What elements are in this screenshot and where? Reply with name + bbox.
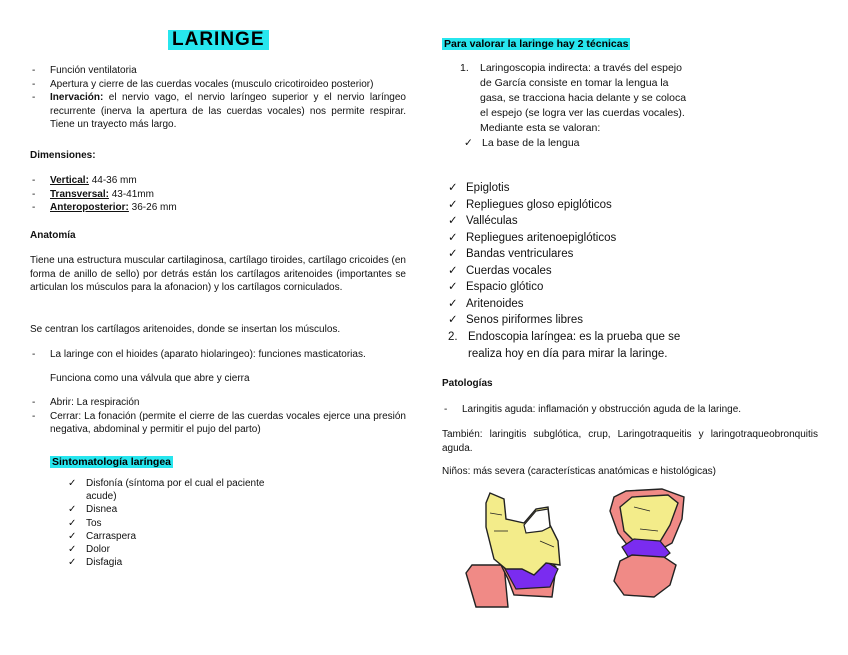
technique-2-number: 2. — [448, 331, 458, 343]
anatomy-list-1 — [30, 348, 406, 362]
pathologies-also: También: laringitis subglótica, crup, Laringotraqueitis y laringotraqueobronquitis aguda. — [442, 429, 818, 454]
list-item: ✓ Dolor — [64, 543, 279, 556]
technique-1-first — [460, 136, 692, 151]
list-item: - Vertical: 44-36 mm — [30, 174, 406, 188]
list-item: - Cerrar: La fonación (permite el cierre de las cuerdas vocales ejerce una presión negativa, abdominal y permitir el pujo del parto) — [30, 410, 406, 437]
list-item: - La laringe con el hioides (aparato hiolaringeo): funciones masticatorias. — [30, 348, 406, 362]
dimensions-list — [30, 174, 406, 215]
list-item: ✓ Disfagia — [64, 556, 279, 569]
list-item: ✓ Disfonía (síntoma por el cual el paciente acude) — [64, 477, 279, 503]
techniques-heading: Para valorar la laringe hay 2 técnicas — [444, 38, 629, 50]
list-item: ✓ Carraspera — [64, 530, 279, 543]
pathologies-kids: Niños: más severa (características anatómicas e histológicas) — [442, 466, 716, 477]
list-item: - Abrir: La respiración — [30, 396, 406, 410]
larynx-illustration — [464, 485, 700, 610]
list-item: - Apertura y cierre de las cuerdas vocales (musculo cricotiroideo posterior) — [30, 78, 406, 92]
list-item: ✓ Repliegues gloso epiglóticos — [444, 197, 704, 214]
list-item: ✓ La base de la lengua — [460, 136, 692, 151]
list-item: ✓ Tos — [64, 517, 279, 530]
technique-2 — [444, 329, 714, 362]
anatomy-heading: Anatomía — [30, 230, 76, 241]
list-item: ✓ Valléculas — [444, 213, 704, 230]
technique-1-number: 1. — [460, 62, 469, 74]
technique-2-text: Endoscopia laríngea: es la prueba que se realiza hoy en día para mirar la laringe. — [468, 331, 681, 360]
page-title: LARINGE — [168, 30, 269, 50]
list-item: - Inervación: el nervio vago, el nervio laríngeo superior y el nervio laríngeo recurrente (inerva la apertura de las cuerdas vocales) nos permite respirar. Tiene un trayecto más largo. — [30, 91, 406, 132]
anatomy-paragraph: Tiene una estructura muscular cartilaginosa, cartílago tiroides, cartílago cricoides (en forma de anillo de sello) por detrás están los cartílagos aritenoides (importantes se articulan los músculos para la afonacion) y los cartílagos corniculados. — [30, 255, 406, 293]
technique-1-text: Laringoscopia indirecta: a través del espejo de García consiste en tomar la lengua la gasa, se tracciona hacia delante y se coloca el espejo (se logra ver las cuerdas vocales). Mediante esta se valoran: — [480, 62, 687, 134]
list-item: ✓ Disnea — [64, 503, 279, 516]
anatomy-list-2 — [30, 396, 406, 437]
anatomy-paragraph-2: Se centran los cartílagos aritenoides, donde se insertan los músculos. — [30, 324, 341, 335]
intro-list — [30, 64, 406, 132]
symptoms-heading: Sintomatología laríngea — [52, 456, 172, 468]
list-item: - Laringitis aguda: inflamación y obstrucción aguda de la laringe. — [442, 403, 822, 417]
list-item: ✓ Senos piriformes libres — [444, 312, 704, 329]
list-item: - Función ventilatoria — [30, 64, 406, 78]
child-larynx-drawing — [610, 489, 684, 597]
symptoms-list — [64, 477, 279, 569]
larynx-diagram — [464, 485, 700, 610]
list-item: ✓ Espacio glótico — [444, 279, 704, 296]
list-item: - Anteroposterior: 36-26 mm — [30, 201, 406, 215]
technique-1 — [460, 61, 692, 136]
valve-text: Funciona como una válvula que abre y cierra — [50, 373, 250, 384]
list-item: - Transversal: 43-41mm — [30, 188, 406, 202]
pathologies-heading: Patologías — [442, 378, 493, 389]
structures-list — [444, 180, 704, 329]
pathologies-list — [442, 403, 822, 417]
list-item: ✓ Bandas ventriculares — [444, 246, 704, 263]
adult-larynx-drawing — [466, 493, 560, 607]
list-item: ✓ Repliegues aritenoepiglóticos — [444, 230, 704, 247]
dimensions-heading: Dimensiones: — [30, 150, 96, 161]
list-item: ✓ Epiglotis — [444, 180, 704, 197]
list-item: ✓ Aritenoides — [444, 296, 704, 313]
list-item: ✓ Cuerdas vocales — [444, 263, 704, 280]
